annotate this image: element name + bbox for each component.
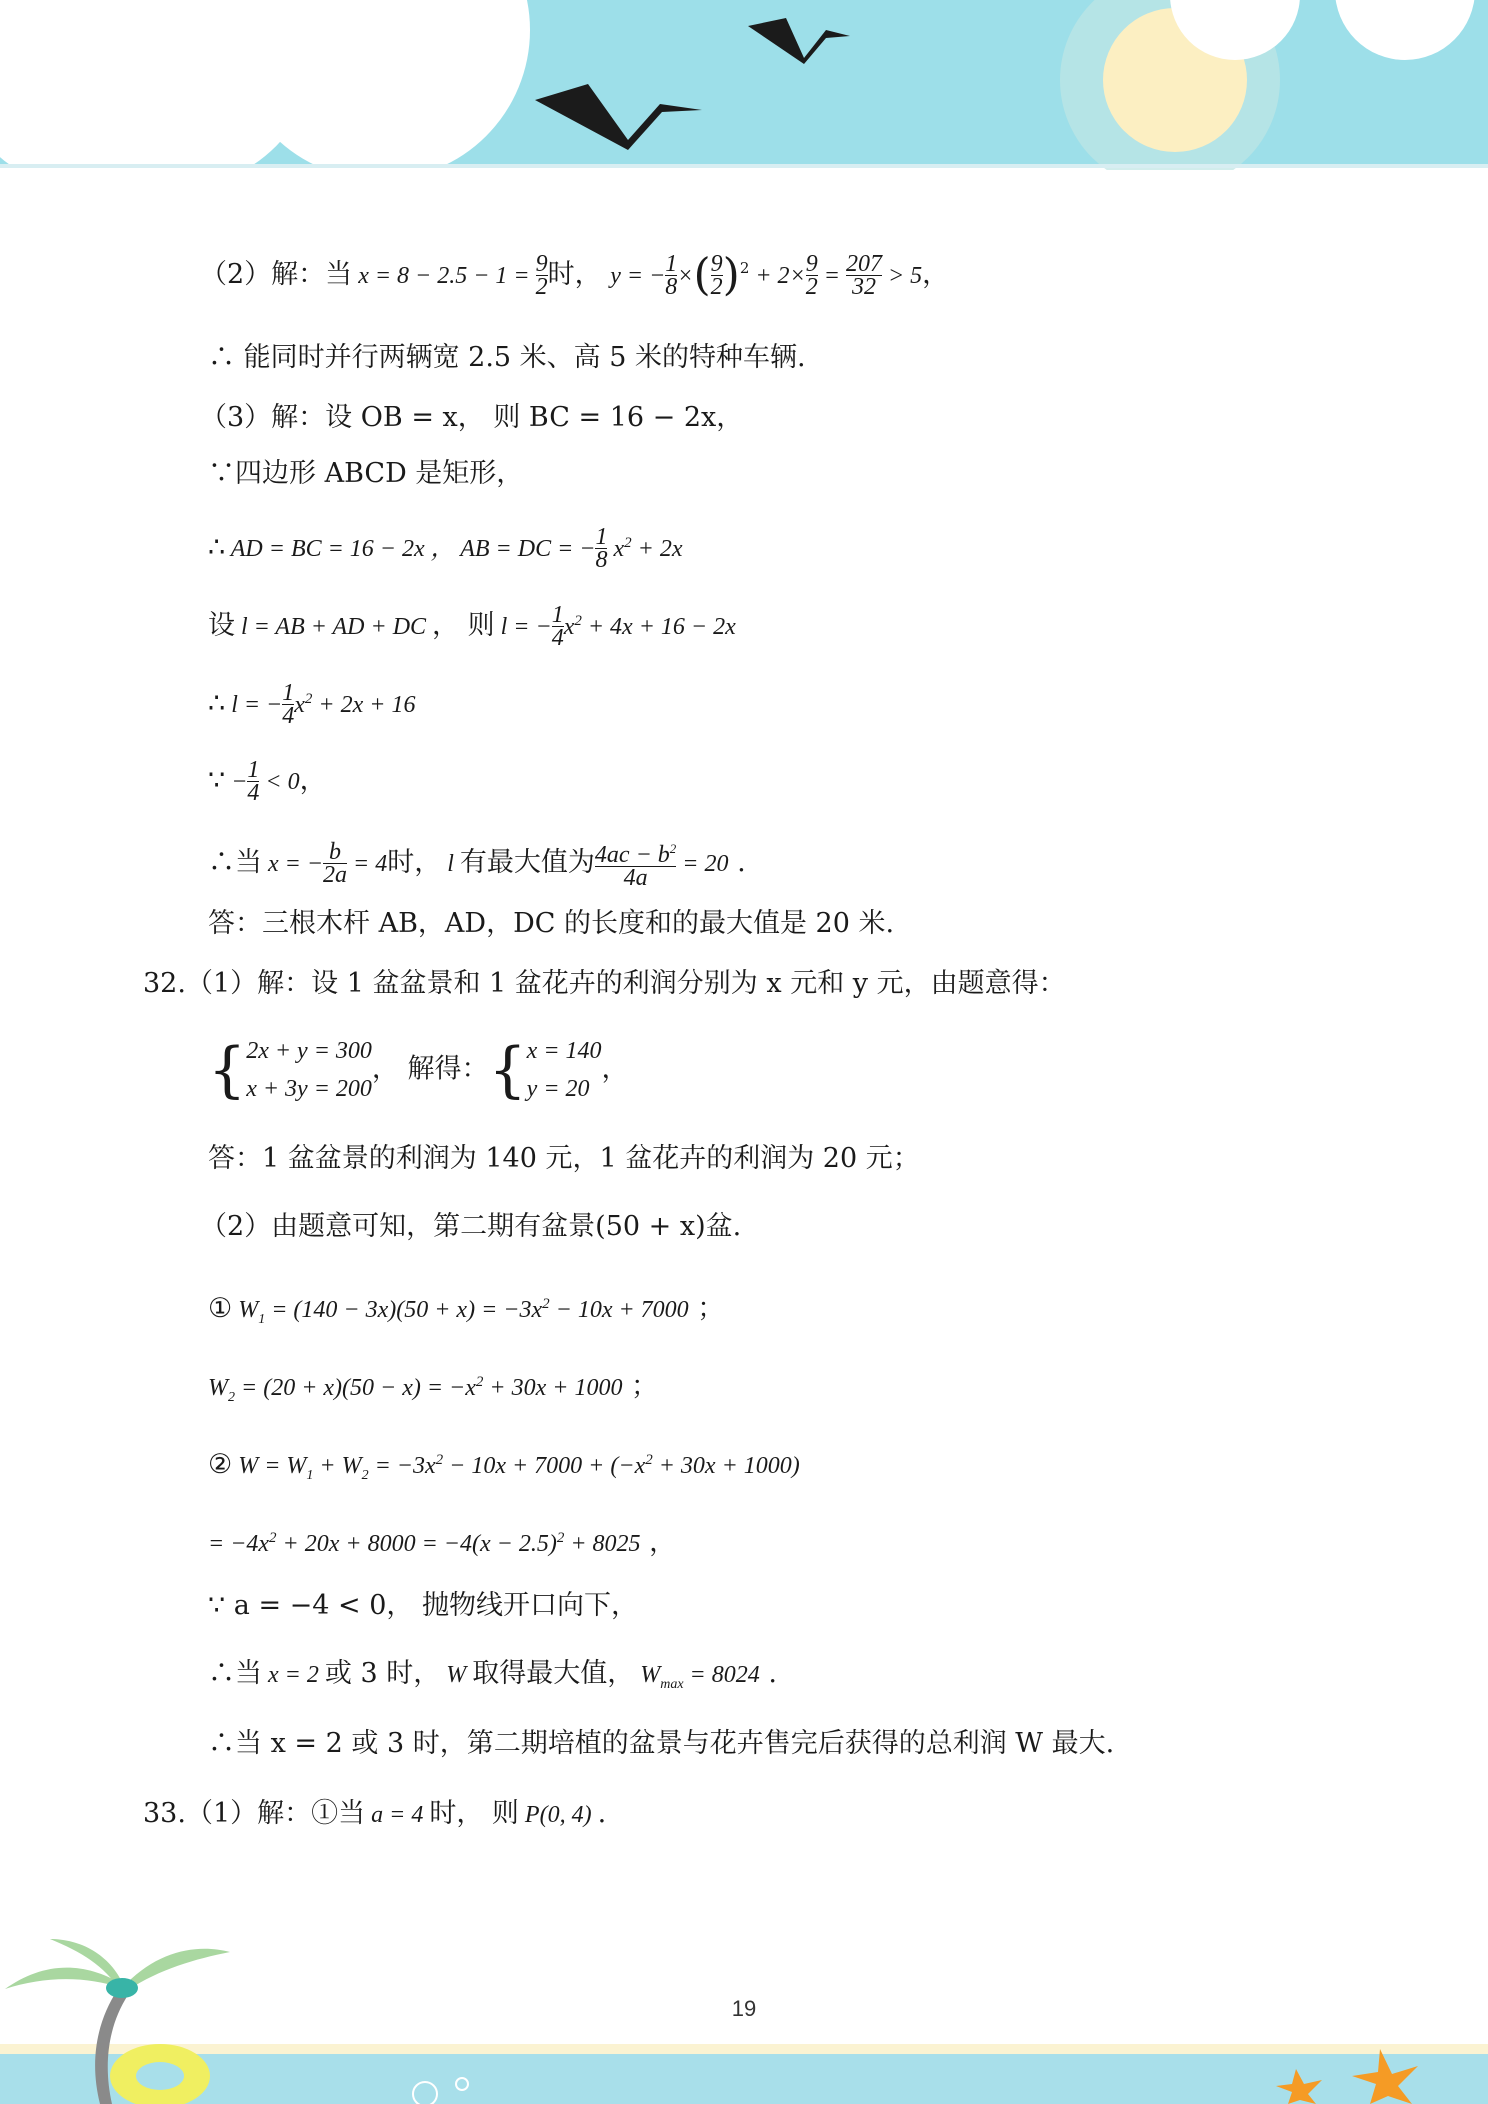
line-w-total: ② $W = W_1 + W_2 = -3x^2 - 10x + 7000 + (-x^2 + 30x + 1000)$ <box>208 1449 800 1483</box>
line-w2: $W_2 = (20 + x)(50 - x) = -x^2 + 30x + 1000$ ； <box>208 1371 659 1405</box>
line-part3-setup: （3）解：设 OB = x， 则 BC = 16 − 2x， <box>200 402 744 433</box>
sand-strip <box>0 2044 1488 2054</box>
line-parabola-direction: ∵ a = −4 < 0， 抛物线开口向下， <box>208 1590 638 1621</box>
line-rectangle-premise: ∵四边形 ABCD 是矩形， <box>208 458 524 489</box>
line-q32-part2: （2）由题意可知，第二期有盆景(50 + x)盆. <box>200 1211 742 1242</box>
line-l-simplified: ∴ l = − $\frac{1}{4}$ $x^2 + 2x + 16$ <box>208 680 416 729</box>
line-maximum-l: ∴当 x = − $\frac{b}{2a}$ = 4时， l 有最大值为 $\frac{4ac - b^2}{4a}$ = 20 . <box>208 839 746 891</box>
line-conclusion-vehicles: ∴ 能同时并行两辆宽 2.5 米、高 5 米的特种车辆. <box>208 342 806 373</box>
line-q33-part1: 33.（1）解：①当 a = 4 时， 则 P(0, 4) . <box>143 1798 607 1829</box>
page-number: 19 <box>731 1996 757 2021</box>
line-q32-part1: 32.（1）解：设 1 盆盆景和 1 盆花卉的利润分别为 x 元和 y 元，由题意得： <box>143 968 1066 999</box>
footer-decoration <box>0 1904 1488 2104</box>
line-answer-31: 答：三根木杆 AB，AD，DC 的长度和的最大值是 20 米. <box>208 908 895 939</box>
line-side-lengths: ∴ AD = BC = 16 − 2x ， AB = DC = − $\frac{1}{8}$ $x^2 + 2x$ <box>208 524 683 573</box>
line-conclusion-32: ∴当 x = 2 或 3 时，第二期培植的盆景与花卉售完后获得的总利润 W 最大. <box>208 1728 1115 1759</box>
sea <box>0 2054 1488 2104</box>
line-w-vertex-form: = $-4x^2 + 20x + 8000 = -4(x - 2.5)^2 + 8025$ ， <box>208 1527 677 1558</box>
line-equation-system: { 2x + y = 300 x + 3y = 200 ， 解得：{ x = 140 y = 20 ， <box>208 1035 629 1105</box>
line-w-max: ∴当 x = 2 或 3 时， W 取得最大值， $W_{max} = 8024$ . <box>208 1658 777 1692</box>
line-w1: ① $W_1 = (140 - 3x)(50 + x) = -3x^2 - 10x + 7000$ ； <box>208 1293 725 1327</box>
line-coefficient-negative: ∵ − $\frac{1}{4}$ < 0， <box>208 757 327 806</box>
line-answer-32-1: 答：1 盆盆景的利润为 140 元，1 盆花卉的利润为 20 元； <box>208 1143 920 1174</box>
line-part2-solution: （2）解：当 x = 8 − 2.5 − 1 = $\frac{9}{2}$ 时， y = − $\frac{1}{8}$ ×( $\frac{9}{2}$ )$^2$ + 2× $\frac{9}{2}$ = $\frac{207}{32}$ > 5， <box>200 249 950 301</box>
line-define-l: 设 l = AB + AD + DC ， 则 l = − $\frac{1}{4}$ $x^2 + 4x + 16 - 2x$ <box>208 602 736 651</box>
